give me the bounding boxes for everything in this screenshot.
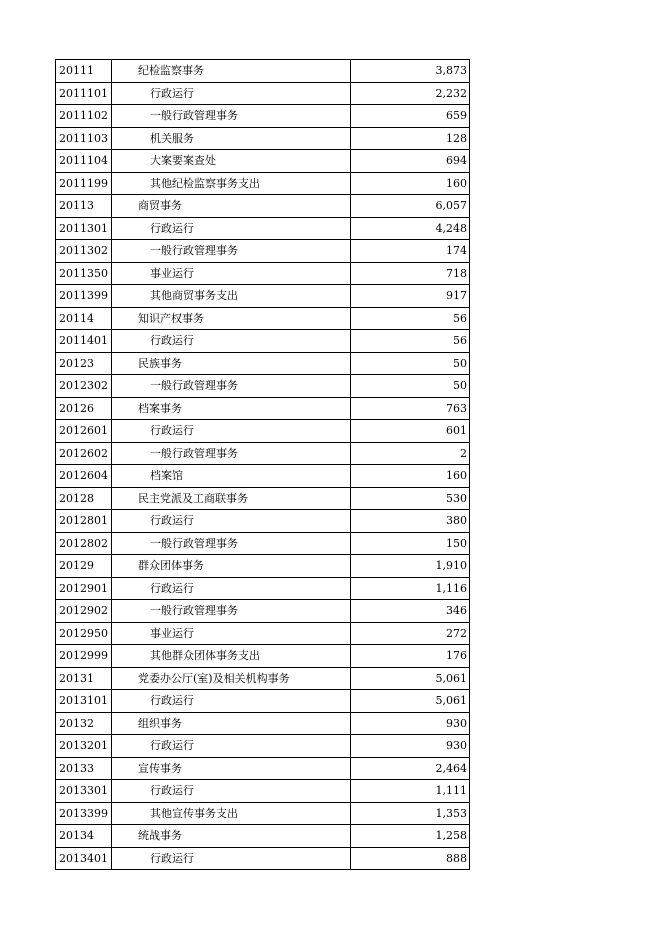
row-code-cell[interactable]: 2012802: [56, 532, 112, 555]
row-name-cell[interactable]: 行政运行: [112, 577, 351, 600]
row-amount-cell[interactable]: 659: [351, 105, 470, 128]
row-name-cell[interactable]: 一般行政管理事务: [112, 375, 351, 398]
row-name-cell[interactable]: 一般行政管理事务: [112, 105, 351, 128]
row-name-cell[interactable]: 一般行政管理事务: [112, 532, 351, 555]
row-amount-cell[interactable]: 601: [351, 420, 470, 443]
table-row: [56, 667, 470, 690]
table-row: [56, 645, 470, 668]
table-row: [56, 735, 470, 758]
row-code-cell[interactable]: 20129: [56, 555, 112, 578]
row-amount-cell[interactable]: 718: [351, 262, 470, 285]
row-name-cell[interactable]: 一般行政管理事务: [112, 240, 351, 263]
row-name-cell[interactable]: 其他群众团体事务支出: [112, 645, 351, 668]
row-amount-cell[interactable]: 150: [351, 532, 470, 555]
table-row: [56, 217, 470, 240]
row-code-cell[interactable]: 20132: [56, 712, 112, 735]
row-code-cell[interactable]: 2013399: [56, 802, 112, 825]
row-name-cell[interactable]: 商贸事务: [112, 195, 351, 218]
table-row: [56, 150, 470, 173]
row-code-cell[interactable]: 20131: [56, 667, 112, 690]
row-name-cell[interactable]: 民主党派及工商联事务: [112, 487, 351, 510]
table-row: [56, 622, 470, 645]
row-name-cell[interactable]: 行政运行: [112, 735, 351, 758]
table-row: [56, 352, 470, 375]
row-name-cell[interactable]: 行政运行: [112, 330, 351, 353]
row-code-cell[interactable]: 2012901: [56, 577, 112, 600]
table-row: [56, 60, 470, 83]
table-row: [56, 465, 470, 488]
table-row: [56, 577, 470, 600]
row-name-cell[interactable]: 其他商贸事务支出: [112, 285, 351, 308]
table-row: [56, 510, 470, 533]
table-row: [56, 307, 470, 330]
table-row: [56, 532, 470, 555]
row-amount-cell[interactable]: 380: [351, 510, 470, 533]
row-amount-cell[interactable]: 56: [351, 330, 470, 353]
row-amount-cell[interactable]: 50: [351, 375, 470, 398]
table-row: [56, 690, 470, 713]
row-name-cell[interactable]: 民族事务: [112, 352, 351, 375]
row-amount-cell[interactable]: 2,464: [351, 757, 470, 780]
row-code-cell[interactable]: 20113: [56, 195, 112, 218]
row-amount-cell[interactable]: 174: [351, 240, 470, 263]
row-amount-cell[interactable]: 128: [351, 127, 470, 150]
table-row: [56, 802, 470, 825]
row-code-cell[interactable]: 2012999: [56, 645, 112, 668]
row-amount-cell[interactable]: 888: [351, 847, 470, 870]
row-code-cell[interactable]: 2011302: [56, 240, 112, 263]
table-row: [56, 127, 470, 150]
row-name-cell[interactable]: 知识产权事务: [112, 307, 351, 330]
row-amount-cell[interactable]: 160: [351, 172, 470, 195]
row-amount-cell[interactable]: 2: [351, 442, 470, 465]
table-row: [56, 262, 470, 285]
row-amount-cell[interactable]: 6,057: [351, 195, 470, 218]
row-code-cell[interactable]: 2012601: [56, 420, 112, 443]
row-amount-cell[interactable]: 4,248: [351, 217, 470, 240]
row-code-cell[interactable]: 2013301: [56, 780, 112, 803]
row-amount-cell[interactable]: 3,873: [351, 60, 470, 83]
row-code-cell[interactable]: 20126: [56, 397, 112, 420]
table-row: [56, 757, 470, 780]
table-row: [56, 555, 470, 578]
row-name-cell[interactable]: 行政运行: [112, 82, 351, 105]
row-code-cell[interactable]: 2011301: [56, 217, 112, 240]
row-amount-cell[interactable]: 272: [351, 622, 470, 645]
row-code-cell[interactable]: 2011399: [56, 285, 112, 308]
row-name-cell[interactable]: 档案事务: [112, 397, 351, 420]
row-code-cell[interactable]: 2013101: [56, 690, 112, 713]
row-code-cell[interactable]: 20133: [56, 757, 112, 780]
row-name-cell[interactable]: 一般行政管理事务: [112, 442, 351, 465]
row-amount-cell[interactable]: 930: [351, 712, 470, 735]
row-amount-cell[interactable]: 1,353: [351, 802, 470, 825]
row-code-cell[interactable]: 2012604: [56, 465, 112, 488]
row-amount-cell[interactable]: 50: [351, 352, 470, 375]
row-code-cell[interactable]: 2011103: [56, 127, 112, 150]
row-code-cell[interactable]: 20123: [56, 352, 112, 375]
row-name-cell[interactable]: 行政运行: [112, 690, 351, 713]
row-code-cell[interactable]: 20111: [56, 60, 112, 83]
row-amount-cell[interactable]: 1,910: [351, 555, 470, 578]
row-name-cell[interactable]: 其他纪检监察事务支出: [112, 172, 351, 195]
row-code-cell[interactable]: 2012950: [56, 622, 112, 645]
row-name-cell[interactable]: 行政运行: [112, 780, 351, 803]
row-code-cell[interactable]: 20134: [56, 825, 112, 848]
table-row: [56, 240, 470, 263]
row-amount-cell[interactable]: 694: [351, 150, 470, 173]
row-code-cell[interactable]: 2011101: [56, 82, 112, 105]
table-row: [56, 487, 470, 510]
row-amount-cell[interactable]: 176: [351, 645, 470, 668]
row-amount-cell[interactable]: 346: [351, 600, 470, 623]
row-code-cell[interactable]: 2011102: [56, 105, 112, 128]
table-row: [56, 780, 470, 803]
table-row: [56, 195, 470, 218]
table-row: [56, 330, 470, 353]
row-name-cell[interactable]: 档案馆: [112, 465, 351, 488]
row-name-cell[interactable]: 行政运行: [112, 847, 351, 870]
budget-table: [55, 59, 470, 870]
row-amount-cell[interactable]: 2,232: [351, 82, 470, 105]
row-amount-cell[interactable]: 1,111: [351, 780, 470, 803]
row-code-cell[interactable]: 2012602: [56, 442, 112, 465]
table-row: [56, 172, 470, 195]
row-amount-cell[interactable]: 160: [351, 465, 470, 488]
row-code-cell[interactable]: 20128: [56, 487, 112, 510]
row-code-cell[interactable]: 2013201: [56, 735, 112, 758]
row-amount-cell[interactable]: 930: [351, 735, 470, 758]
row-name-cell[interactable]: 其他宣传事务支出: [112, 802, 351, 825]
row-code-cell[interactable]: 20114: [56, 307, 112, 330]
row-amount-cell[interactable]: 917: [351, 285, 470, 308]
row-name-cell[interactable]: 一般行政管理事务: [112, 600, 351, 623]
row-code-cell[interactable]: 2011350: [56, 262, 112, 285]
row-code-cell[interactable]: 2012902: [56, 600, 112, 623]
row-name-cell[interactable]: 大案要案查处: [112, 150, 351, 173]
row-amount-cell[interactable]: 763: [351, 397, 470, 420]
row-name-cell[interactable]: 行政运行: [112, 217, 351, 240]
row-name-cell[interactable]: 党委办公厅(室)及相关机构事务: [112, 667, 351, 690]
row-amount-cell[interactable]: 5,061: [351, 667, 470, 690]
row-name-cell[interactable]: 统战事务: [112, 825, 351, 848]
row-name-cell[interactable]: 行政运行: [112, 420, 351, 443]
table-row: [56, 825, 470, 848]
table-row: [56, 442, 470, 465]
row-code-cell[interactable]: 2013401: [56, 847, 112, 870]
row-code-cell[interactable]: 2012302: [56, 375, 112, 398]
table-row: [56, 420, 470, 443]
row-amount-cell[interactable]: 1,258: [351, 825, 470, 848]
row-name-cell[interactable]: 宣传事务: [112, 757, 351, 780]
row-name-cell[interactable]: 事业运行: [112, 262, 351, 285]
row-code-cell[interactable]: 2011199: [56, 172, 112, 195]
row-name-cell[interactable]: 组织事务: [112, 712, 351, 735]
row-name-cell[interactable]: 群众团体事务: [112, 555, 351, 578]
row-amount-cell[interactable]: 530: [351, 487, 470, 510]
row-amount-cell[interactable]: 56: [351, 307, 470, 330]
table-row: [56, 375, 470, 398]
row-code-cell[interactable]: 2012801: [56, 510, 112, 533]
table-row: [56, 105, 470, 128]
row-name-cell[interactable]: 机关服务: [112, 127, 351, 150]
row-name-cell[interactable]: 行政运行: [112, 510, 351, 533]
budget-table-body: [56, 60, 470, 870]
row-name-cell[interactable]: 纪检监察事务: [112, 60, 351, 83]
table-row: [56, 600, 470, 623]
table-row: [56, 712, 470, 735]
row-code-cell[interactable]: 2011401: [56, 330, 112, 353]
row-name-cell[interactable]: 事业运行: [112, 622, 351, 645]
row-code-cell[interactable]: 2011104: [56, 150, 112, 173]
row-amount-cell[interactable]: 5,061: [351, 690, 470, 713]
table-row: [56, 82, 470, 105]
table-row: [56, 847, 470, 870]
row-amount-cell[interactable]: 1,116: [351, 577, 470, 600]
table-row: [56, 285, 470, 308]
table-row: [56, 397, 470, 420]
